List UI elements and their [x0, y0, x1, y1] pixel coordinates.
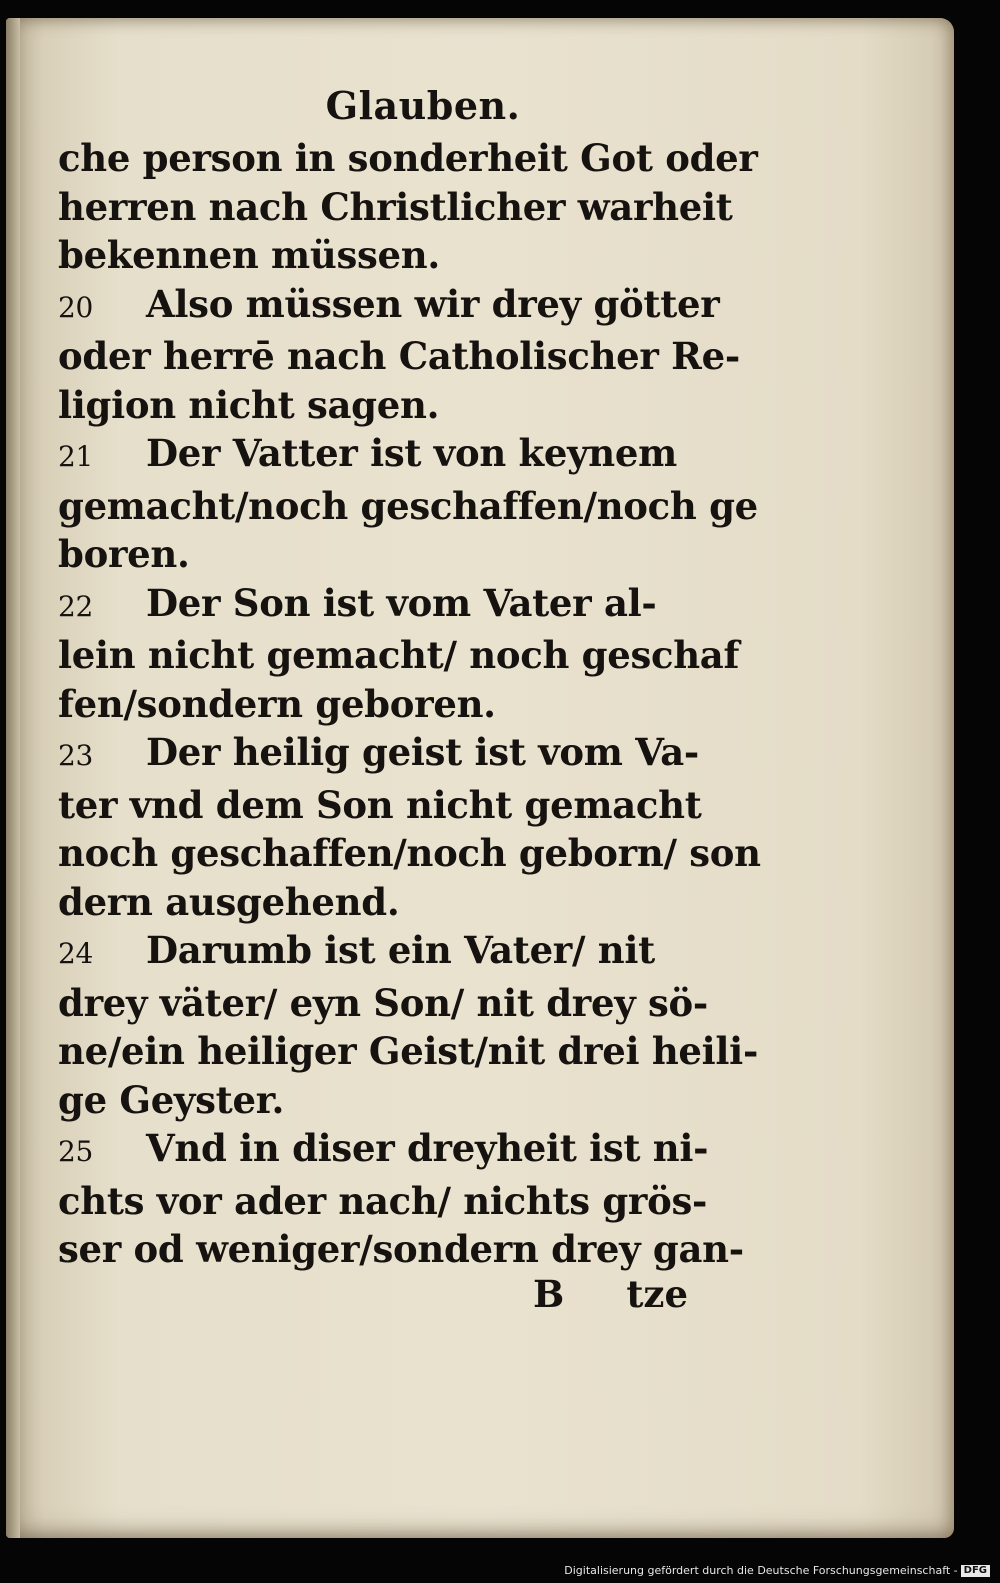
text-block — [58, 78, 761, 1274]
text-line — [58, 926, 718, 979]
text-line — [58, 878, 718, 927]
text-line — [58, 579, 718, 632]
book-page — [6, 18, 954, 1538]
line-text: drey väter/ eyn Son/ nit drey sö- — [58, 980, 708, 1025]
text-line — [58, 1076, 718, 1125]
line-text: boren. — [58, 532, 190, 576]
text-line — [58, 183, 733, 232]
verse-number: 21 — [58, 440, 94, 473]
text-line — [58, 680, 718, 729]
line-text: ne/ein heiliger Geist/nit drei heili- — [58, 1029, 758, 1073]
line-text: herren nach Christlicher warheit — [58, 184, 733, 229]
text-line — [58, 781, 718, 830]
digitization-credit — [564, 1564, 990, 1577]
text-line — [58, 134, 758, 183]
verse-number: 24 — [58, 937, 94, 970]
text-line — [58, 1225, 744, 1274]
running-head: Glauben. — [325, 83, 521, 128]
line-text: fen/sondern geboren. — [58, 681, 496, 726]
signature-mark: B — [533, 1272, 565, 1316]
line-text: che person in sonderheit Got oder — [58, 136, 758, 180]
text-line — [58, 429, 718, 482]
line-text: oder herrē nach Catholischer Re- — [58, 334, 740, 378]
line-text: lein nicht gemacht/ noch geschaf — [58, 633, 740, 677]
text-line — [58, 332, 740, 381]
line-text: Der heilig geist ist vom Va- — [146, 730, 699, 774]
line-text: Vnd in diser dreyheit ist ni- — [146, 1126, 709, 1170]
line-text: dern ausgehend. — [58, 879, 400, 924]
dfg-logo: DFG — [961, 1565, 990, 1577]
line-text: Der Vatter ist von keynem — [146, 431, 677, 475]
line-text: Also müssen wir drey götter — [146, 281, 720, 326]
text-line — [58, 1124, 718, 1177]
text-line — [58, 1027, 758, 1076]
catchword: tze — [626, 1272, 688, 1316]
verse-number: 23 — [58, 739, 94, 772]
verse-number: 20 — [58, 290, 94, 324]
verse-number: 22 — [58, 589, 94, 623]
credit-text: Digitalisierung gefördert durch die Deutsche Forschungsgemeinschaft - — [564, 1564, 958, 1577]
line-text: ge Geyster. — [58, 1077, 285, 1122]
line-text: bekennen müssen. — [58, 233, 440, 277]
text-line — [58, 829, 761, 878]
text-line — [58, 631, 740, 680]
line-text: noch geschaffen/noch geborn/ son — [58, 831, 761, 875]
text-line — [58, 728, 718, 781]
page-gutter — [6, 18, 20, 1538]
text-lines — [58, 134, 761, 1274]
line-text: chts vor ader nach/ nichts grös- — [58, 1178, 708, 1223]
page-bottom-marks — [58, 1272, 718, 1322]
line-text: ligion nicht sagen. — [58, 382, 440, 427]
line-text: ser od weniger/sondern drey gan- — [58, 1227, 744, 1271]
verse-number: 25 — [58, 1135, 94, 1168]
text-line — [58, 530, 718, 579]
line-text: Der Son ist vom Vater al- — [146, 580, 657, 625]
line-text: gemacht/noch geschaffen/noch ge — [58, 483, 758, 528]
line-text: ter vnd dem Son nicht gemacht — [58, 782, 702, 827]
text-line — [58, 979, 718, 1028]
line-text: Darumb ist ein Vater/ nit — [146, 928, 655, 972]
text-line — [58, 280, 718, 333]
text-line — [58, 482, 758, 531]
text-line — [58, 381, 718, 430]
text-line — [58, 1177, 718, 1226]
text-line — [58, 231, 718, 280]
